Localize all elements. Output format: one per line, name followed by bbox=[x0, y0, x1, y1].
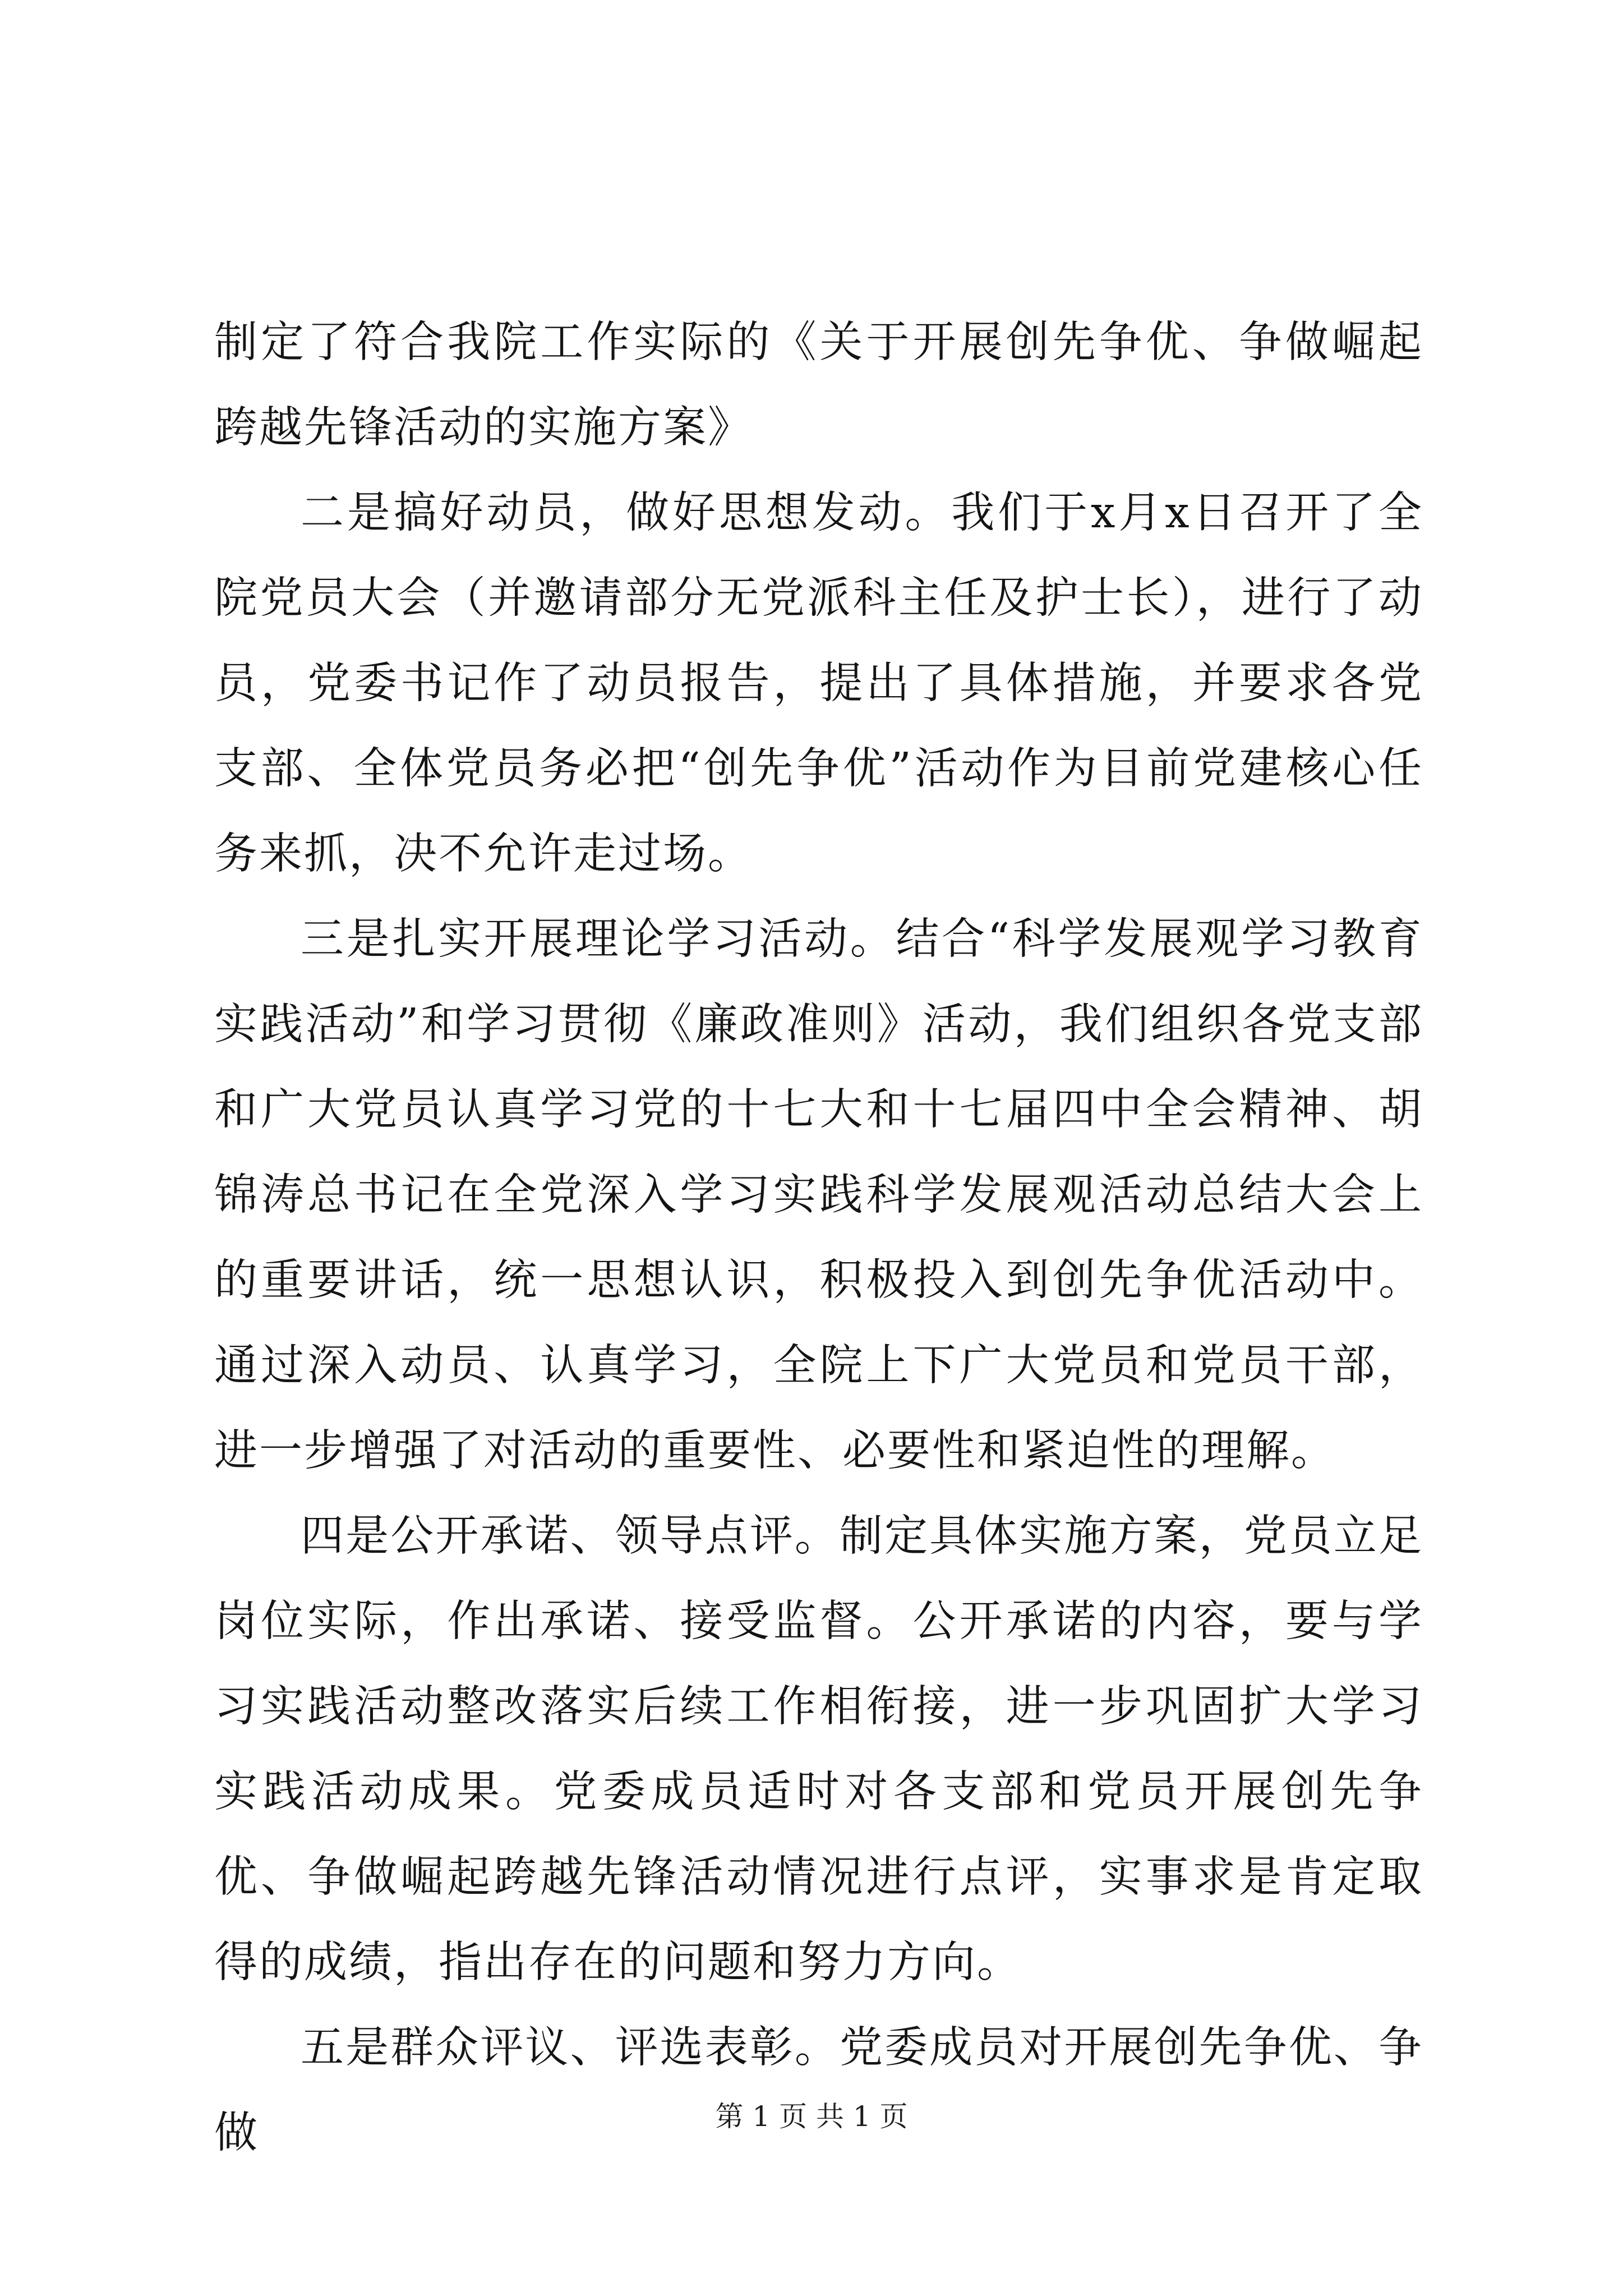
paragraph-intro-continuation: 制定了符合我院工作实际的《关于开展创先争优、争做崛起跨越先锋活动的实施方案》 bbox=[214, 318, 1423, 453]
paragraph-theory-study: 三是扎实开展理论学习活动。结合“科学发展观学习教育实践活动”和学习贯彻《廉政准则》活动，我们组织各党支部和广大党员认真学习党的十七大和十七届四中全会精神、胡锦涛总书记在全党深入学习实践科学发展观活动总结大会上的重要讲话，统一思想认识，积极投入到创先争优活动中。通过深入动员、认真学习，全院上下广大党员和党员干部，进一步增强了对活动的重要性、必要性和紧迫性的理解。 bbox=[214, 914, 1423, 1476]
document-body bbox=[214, 300, 1423, 2176]
page-footer: 第 1 页 共 1 页 bbox=[715, 2100, 908, 2133]
paragraph-public-commitment: 四是公开承诺、领导点评。制定具体实施方案，党员立足岗位实际，作出承诺、接受监督。公开承诺的内容，要与学习实践活动整改落实后续工作相衔接，进一步巩固扩大学习实践活动成果。党委成员适时对各支部和党员开展创先争优、争做崛起跨越先锋活动情况进行点评，实事求是肯定取得的成绩，指出存在的问题和努力方向。 bbox=[214, 1511, 1423, 1987]
paragraph-mass-evaluation: 五是群众评议、评选表彰。党委成员对开展创先争优、争做 bbox=[214, 2023, 1423, 2158]
paragraph-mobilization: 二是搞好动员，做好思想发动。我们于x月x日召开了全院党员大会（并邀请部分无党派科主任及护士长），进行了动员，党委书记作了动员报告，提出了具体措施，并要求各党支部、全体党员务必把“创先争优”活动作为目前党建核心任务来抓，决不允许走过场。 bbox=[214, 488, 1423, 879]
